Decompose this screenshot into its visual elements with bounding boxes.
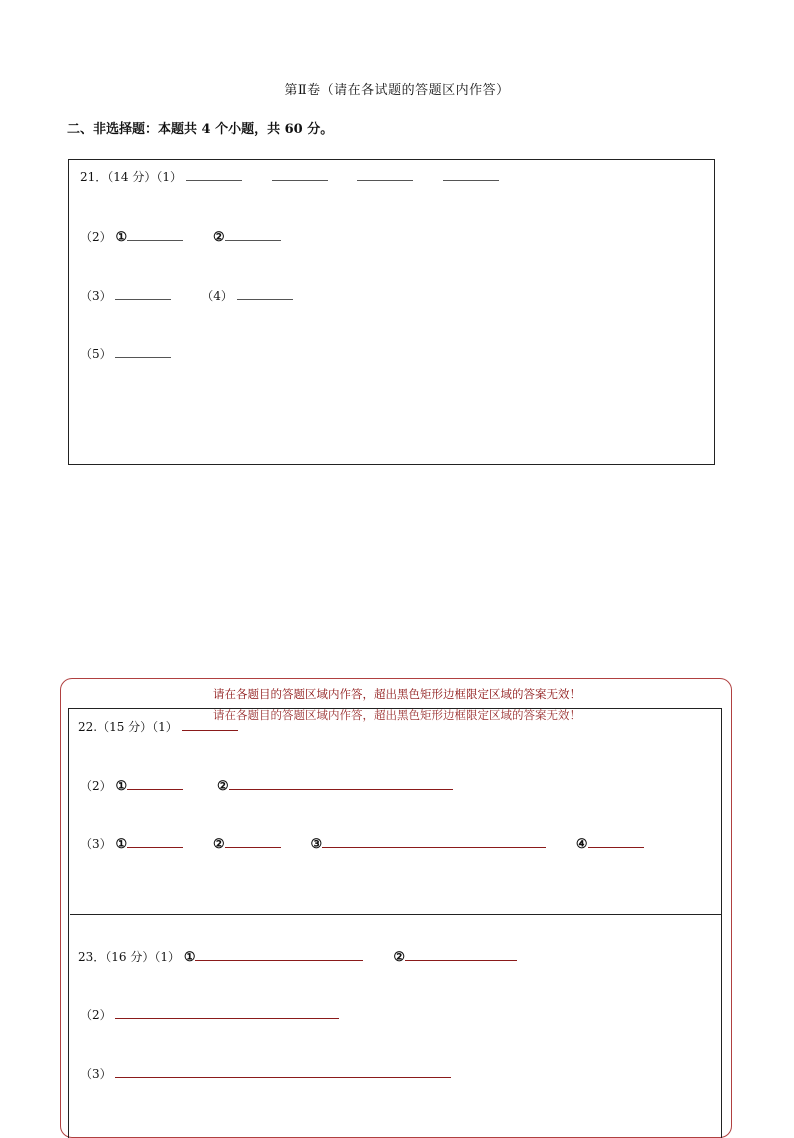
answer-blank-21-1b[interactable]	[272, 166, 328, 181]
warning-text: 请在各题目的答题区域内作答，超出黑色矩形边框限定区域的答案无效！	[213, 687, 581, 701]
answer-blank-21-1c[interactable]	[357, 166, 413, 181]
part-label: （5）	[80, 347, 112, 361]
question-21-row2	[80, 226, 281, 245]
circle-one-icon: ①	[115, 779, 128, 794]
circle-two-icon: ②	[212, 230, 225, 245]
question-22-row2	[80, 775, 453, 794]
answer-blank-23-1b[interactable]	[405, 946, 517, 961]
answer-blank-23-2[interactable]	[115, 1004, 339, 1019]
question-22-label: 22.（15 分）（1）	[78, 720, 178, 734]
answer-blank-22-2a[interactable]	[127, 775, 183, 790]
answer-blank-21-2a[interactable]	[127, 226, 183, 241]
question-23-row3	[80, 1063, 451, 1082]
answer-blank-22-2b[interactable]	[229, 775, 453, 790]
answer-blank-21-1a[interactable]	[186, 166, 242, 181]
answer-blank-21-5[interactable]	[115, 343, 171, 358]
part-label: （3）	[80, 1067, 112, 1081]
answer-blank-22-3c[interactable]	[322, 833, 546, 848]
question-21-row3	[80, 285, 293, 304]
part-label: （4）	[201, 289, 233, 303]
circle-two-icon: ②	[212, 837, 225, 852]
answer-blank-22-1[interactable]	[182, 716, 238, 731]
answer-blank-21-1d[interactable]	[443, 166, 499, 181]
answer-blank-23-3[interactable]	[115, 1063, 451, 1078]
question-22-row1	[78, 716, 238, 735]
question-23-label: 23．（16 分）（1）	[78, 950, 180, 964]
answer-box-21	[68, 159, 715, 465]
answer-blank-21-2b[interactable]	[225, 226, 281, 241]
answer-blank-21-3[interactable]	[115, 285, 171, 300]
circle-two-icon: ②	[216, 779, 229, 794]
part-label: （2）	[80, 779, 112, 793]
circle-one-icon: ①	[115, 230, 128, 245]
question-divider	[70, 914, 722, 915]
answer-blank-23-1a[interactable]	[195, 946, 363, 961]
answer-blank-22-3a[interactable]	[127, 833, 183, 848]
answer-blank-22-3b[interactable]	[225, 833, 281, 848]
part-label: （3）	[80, 289, 112, 303]
question-22-row3	[80, 833, 644, 852]
section-heading: 二、非选择题：本题共 4 个小题，共 60 分。	[67, 122, 334, 137]
circle-one-icon: ①	[183, 950, 196, 965]
question-21-row1	[80, 166, 499, 185]
answer-blank-22-3d[interactable]	[588, 833, 644, 848]
question-23-row2	[80, 1004, 339, 1023]
answer-blank-21-4[interactable]	[237, 285, 293, 300]
part-label: （2）	[80, 230, 112, 244]
question-21-row4	[80, 343, 171, 362]
circle-three-icon: ③	[310, 837, 323, 852]
warning-text-overlay: 请在各题目的答题区域内作答，超出黑色矩形边框限定区域的答案无效！	[213, 708, 581, 722]
circle-two-icon: ②	[393, 950, 405, 965]
question-23-row1	[78, 946, 517, 965]
question-21-label: 21．（14 分）（1）	[80, 170, 182, 184]
circle-four-icon: ④	[575, 837, 588, 852]
part-label: （3）	[80, 837, 112, 851]
page-title: 第Ⅱ卷（请在各试题的答题区内作答）	[284, 83, 510, 98]
part-label: （2）	[80, 1008, 112, 1022]
circle-one-icon: ①	[115, 837, 128, 852]
